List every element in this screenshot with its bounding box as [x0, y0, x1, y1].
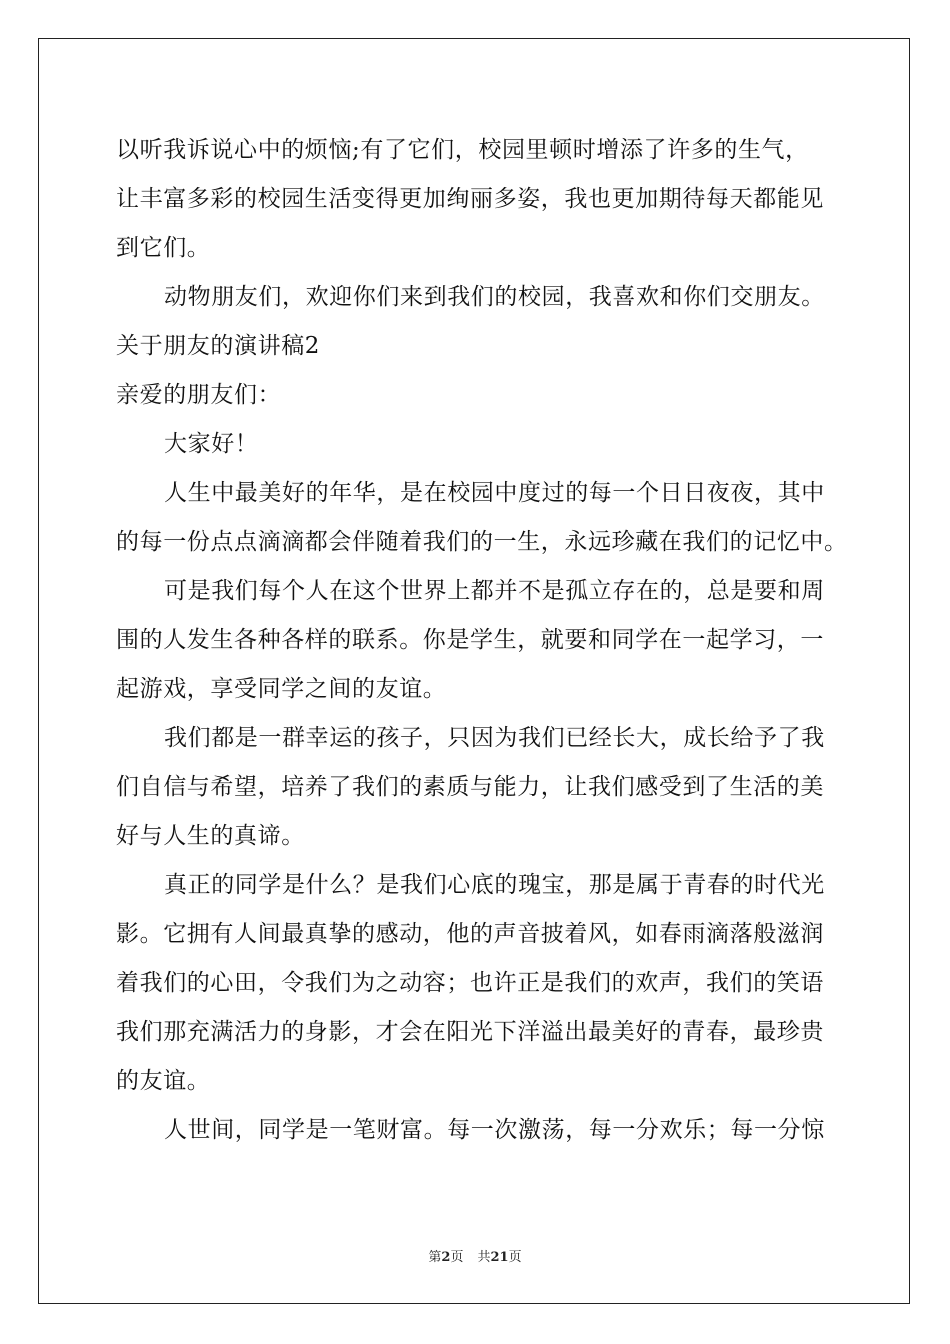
section-heading: 关于朋友的演讲稿2	[116, 333, 321, 359]
text-line: 起游戏，享受同学之间的友谊。	[116, 676, 447, 702]
text-line: 影。它拥有人间最真挚的感动，他的声音披着风，如春雨滴落般滋润	[116, 921, 824, 947]
page-total: 共21页	[477, 1250, 522, 1265]
text-line: 到它们。	[116, 235, 211, 261]
text-line: 人世间，同学是一笔财富。每一次激荡，每一分欢乐；每一分惊	[164, 1117, 825, 1143]
text-line: 我们那充满活力的身影，才会在阳光下洋溢出最美好的青春，最珍贵	[116, 1019, 824, 1045]
text-line: 以听我诉说心中的烦恼;有了它们，校园里顿时增添了许多的生气，	[116, 137, 809, 163]
text-line: 好与人生的真谛。	[116, 823, 305, 849]
text-line: 的友谊。	[116, 1068, 211, 1094]
text-line: 围的人发生各种各样的联系。你是学生，就要和同学在一起学习，一	[116, 627, 824, 653]
text-line: 动物朋友们，欢迎你们来到我们的校园，我喜欢和你们交朋友。	[164, 284, 825, 310]
text-line: 我们都是一群幸运的孩子，只因为我们已经长大，成长给予了我	[164, 725, 825, 751]
page-number: 第2页	[428, 1250, 464, 1265]
greeting: 大家好！	[164, 431, 259, 457]
text-line: 可是我们每个人在这个世界上都并不是孤立存在的，总是要和周	[164, 578, 825, 604]
page-footer	[0, 1246, 950, 1265]
document-body	[116, 126, 848, 1155]
salutation: 亲爱的朋友们：	[116, 382, 282, 408]
text-line: 人生中最美好的年华，是在校园中度过的每一个日日夜夜，其中	[164, 480, 825, 506]
text-line: 着我们的心田，令我们为之动容；也许正是我们的欢声，我们的笑语	[116, 970, 824, 996]
text-line: 真正的同学是什么？是我们心底的瑰宝，那是属于青春的时代光	[164, 872, 825, 898]
text-line: 们自信与希望，培养了我们的素质与能力，让我们感受到了生活的美	[116, 774, 824, 800]
text-line: 的每一份点点滴滴都会伴随着我们的一生，永远珍藏在我们的记忆中。	[116, 529, 848, 555]
text-line: 让丰富多彩的校园生活变得更加绚丽多姿，我也更加期待每天都能见	[116, 186, 824, 212]
